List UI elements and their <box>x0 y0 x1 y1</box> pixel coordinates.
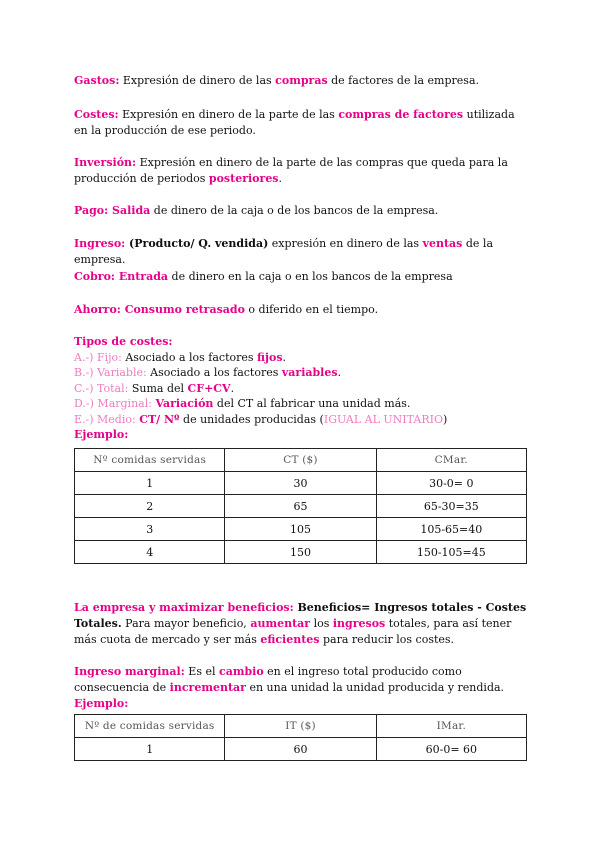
tipo-label: B.-) Variable: <box>74 366 147 379</box>
tipo-label: C.-) Total: <box>74 381 129 395</box>
tipo-text: Suma del <box>128 381 188 395</box>
table-header-cell: Nº de comidas servidas <box>75 715 225 738</box>
def-costes-text-end: utilizada en la producción de ese periodo. <box>74 108 515 137</box>
def-ahorro <box>74 302 524 318</box>
table-cell: 1 <box>75 738 225 761</box>
def-costes-highlight: compras de factores <box>338 108 464 121</box>
def-cobro <box>74 269 524 285</box>
tipo-text-end: . <box>230 381 235 395</box>
table-row <box>75 738 527 761</box>
table-cell: 60-0= 60 <box>376 738 526 761</box>
table-row <box>75 541 527 564</box>
ingreso-marginal-text-end: en una unidad la unidad producida y rendida. <box>245 681 505 694</box>
term-inversion: Inversión: <box>74 156 137 169</box>
table-cell: 4 <box>75 541 225 564</box>
empresa-highlight: aumentar <box>250 617 311 630</box>
list-item <box>74 412 524 428</box>
tipo-text: de unidades producidas ( <box>179 412 324 426</box>
tipo-text-end: ) <box>442 412 448 426</box>
table-row <box>75 472 527 495</box>
list-item <box>74 381 524 397</box>
table-header-row <box>75 449 527 472</box>
def-inversion-text: Expresión en dinero de la parte de las compras que queda para la producción de periodos <box>74 156 508 185</box>
def-pago-highlight: Salida <box>108 204 151 217</box>
def-ahorro-highlight: Consumo retrasado <box>120 303 245 316</box>
tipo-text: Asociado a los factores <box>121 350 258 364</box>
table-cell: 65-30=35 <box>376 495 526 518</box>
table-cell: 150 <box>225 541 376 564</box>
table-cell: 105 <box>225 518 376 541</box>
table-header-cell: CT ($) <box>225 449 376 472</box>
empresa-text: totales, para así tener más cuota de mercado y ser más <box>74 617 512 646</box>
table-row <box>75 495 527 518</box>
def-ingreso-text: expresión en dinero de las <box>268 237 423 250</box>
def-gastos-text-end: de factores de la empresa. <box>327 74 479 87</box>
table-cell: 105-65=40 <box>376 518 526 541</box>
table-cell: 30 <box>225 472 376 495</box>
table-header-cell: IT ($) <box>225 715 376 738</box>
def-ingreso <box>74 236 524 268</box>
table-cell: 30-0= 0 <box>376 472 526 495</box>
term-costes: Costes: <box>74 108 119 121</box>
def-pago <box>74 203 524 219</box>
def-cobro-text-end: de dinero en la caja o en los bancos de la empresa <box>168 270 453 283</box>
empresa-bold: Beneficios= Ingresos totales - Costes Totales. <box>74 601 527 630</box>
def-inversion-text-end: . <box>278 172 283 185</box>
ingreso-marginal-highlight: cambio <box>219 665 264 678</box>
def-gastos-highlight: compras <box>275 74 328 87</box>
ingreso-marginal-text: en el ingreso total producido como consecuencia de <box>74 665 462 694</box>
term-ingreso: Ingreso: <box>74 237 126 250</box>
table-cell: 2 <box>75 495 225 518</box>
table-cell: 3 <box>75 518 225 541</box>
term-gastos: Gastos: <box>74 74 120 87</box>
def-costes <box>74 107 524 139</box>
table-header-cell: Nº comidas servidas <box>75 449 225 472</box>
def-ahorro-text-end: o diferido en el tiempo. <box>244 303 379 316</box>
tipos-costes-list <box>74 334 524 443</box>
table-cell: 1 <box>75 472 225 495</box>
def-costes-text: Expresión en dinero de la parte de las <box>118 108 339 121</box>
def-cobro-highlight: Entrada <box>114 270 169 283</box>
def-ingreso-text-end: de la empresa. <box>74 237 493 266</box>
term-cobro: Cobro: <box>74 270 115 283</box>
table1-caption: Ejemplo: <box>74 428 129 441</box>
table-cell: 60 <box>225 738 376 761</box>
empresa-text: Para mayor beneficio, <box>121 617 251 630</box>
term-ingreso-marginal: Ingreso marginal: <box>74 665 185 678</box>
empresa-text-end: para reducir los costes. <box>319 633 455 646</box>
tipo-highlight: Variación <box>155 397 214 410</box>
tipo-label: D.-) Marginal: <box>74 397 152 410</box>
table-cell: 65 <box>225 495 376 518</box>
list-item <box>74 350 524 366</box>
term-pago: Pago: <box>74 204 109 217</box>
table-header-cell: CMar. <box>376 449 526 472</box>
table2-caption: Ejemplo: <box>74 697 129 710</box>
tipo-text-end: . <box>282 350 287 364</box>
tipo-text-end: . <box>337 366 342 379</box>
tipos-costes-heading: Tipos de costes: <box>74 335 173 348</box>
ingreso-marginal <box>74 664 534 696</box>
tipo-text-end: del CT al fabricar una unidad más. <box>213 397 411 410</box>
def-pago-text-end: de dinero de la caja o de los bancos de la empresa. <box>150 204 439 217</box>
table-ingresos <box>74 714 527 761</box>
def-ingreso-highlight: ventas <box>422 237 463 250</box>
empresa-highlight: eficientes <box>260 633 320 646</box>
tipo-highlight: CT/ Nº <box>139 412 180 426</box>
table-cell: 150-105=45 <box>376 541 526 564</box>
tipo-highlight: CF+CV <box>187 381 231 395</box>
empresa-text: los <box>310 617 333 630</box>
def-inversion-highlight: posteriores <box>208 172 279 185</box>
def-inversion <box>74 155 524 187</box>
def-ingreso-bold: (Producto/ Q. vendida) <box>125 237 269 250</box>
tipo-label: A.-) Fijo: <box>74 350 122 364</box>
tipo-highlight: variables <box>281 366 338 379</box>
tipo-note: IGUAL AL UNITARIO <box>323 412 443 426</box>
tipo-label: E.-) Medio: <box>74 412 136 426</box>
table-header-row <box>75 715 527 738</box>
def-gastos-text: Expresión de dinero de las <box>119 74 276 87</box>
tipo-highlight: fijos <box>257 350 283 364</box>
list-item <box>74 365 524 381</box>
table-costes <box>74 448 527 564</box>
empresa-highlight: ingresos <box>332 617 386 630</box>
table-header-cell: IMar. <box>376 715 526 738</box>
ingreso-marginal-text: Es el <box>184 665 219 678</box>
ingreso-marginal-highlight: incrementar <box>169 681 246 694</box>
def-gastos <box>74 73 524 89</box>
table-row <box>75 518 527 541</box>
tipo-text: Asociado a los factores <box>146 366 282 379</box>
empresa-beneficios <box>74 600 534 648</box>
term-ahorro: Ahorro: <box>74 303 121 316</box>
list-item <box>74 396 524 412</box>
term-empresa: La empresa y maximizar beneficios: <box>74 601 294 614</box>
